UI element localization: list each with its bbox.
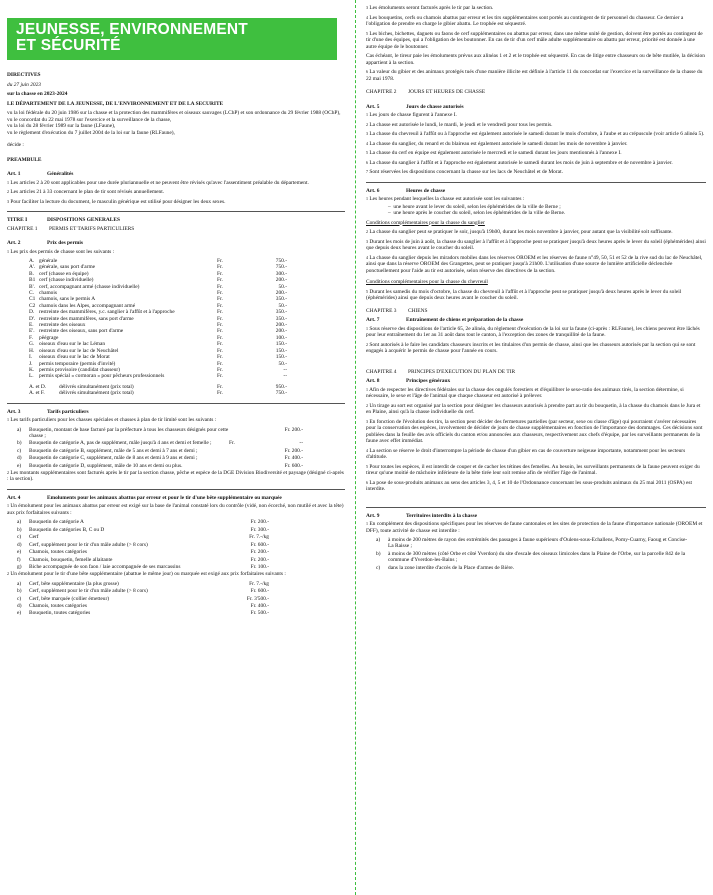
permit-price: 750.-	[275, 390, 287, 397]
vu-line: vu le concordat du 22 mai 1978 sur l'exercice et la surveillance de la chasse,	[7, 116, 172, 123]
item-amount: --	[299, 440, 303, 447]
permit-description: restreinte des mammifères, sans port d'arme	[39, 315, 134, 322]
currency: Fr.	[217, 383, 223, 390]
permit-code: L.	[29, 373, 34, 380]
item-amount: Fr. 300.-	[250, 526, 269, 533]
permit-code: D.	[29, 309, 35, 316]
chapter-heading: CHAPITRE 3 CHIENS	[366, 307, 428, 314]
permit-description: cerf, accompagnant armé (chasse individuelle)	[39, 283, 140, 290]
directives-heading: DIRECTIVES	[7, 72, 41, 78]
forbidden-territory-list	[376, 537, 706, 571]
permit-code: A.	[29, 258, 35, 264]
permit-price: 750.-	[275, 264, 287, 271]
permit-description: permis spécial « cormoran » pour pêcheurs professionnels	[39, 373, 165, 380]
column-divider	[355, 0, 356, 895]
currency: Fr.	[217, 315, 223, 322]
list-item	[17, 603, 345, 609]
currency: Fr.	[217, 277, 223, 284]
item-letter: b)	[17, 588, 22, 595]
list-item	[17, 527, 345, 533]
item-letter: e)	[17, 549, 22, 556]
item-amount: Fr. 600.-	[250, 588, 269, 595]
permit-price: 200.-	[275, 328, 287, 335]
article-paragraph: $^2$ Les articles 21 à 33 concernant le plan de tir sont révisés annuellement.	[7, 189, 165, 195]
currency: Fr.	[229, 440, 235, 447]
currency: Fr.	[217, 347, 223, 354]
vu-line: vu le règlement d'exécution du 7 juillet 2004 de la loi sur la faune (RLFaune),	[7, 129, 175, 136]
left-column	[7, 72, 345, 618]
item-letter: b)	[376, 550, 381, 557]
permit-code: A. et D.	[29, 383, 47, 390]
article-paragraph: $^3$ Les émoluments seront facturés après le tir par la section.	[366, 5, 494, 11]
item-amount: Fr. 400.-	[284, 455, 303, 462]
list-item	[17, 440, 345, 446]
article-paragraph: $^6$ La pose de sous-produits animaux au sens des articles 3, 4, 5 et 10 de l'Ordonnance concernant les sous-produits animaux du 25 mai 2011 (OSPA) est interdite.	[366, 479, 692, 492]
chapter-heading: CHAPITRE 2 JOURS ET HEURES DE CHASSE	[366, 89, 486, 95]
item-description: Cerf, supplément pour le tir d'un mâle adulte (> 8 cors)	[29, 541, 148, 548]
article-paragraph: $^1$ Afin de respecter les directives fédérales sur la chasse des ongulés forestiers et d'équilibrer le sexe-ratio des animaux tirés, la section détermine, si nécessaire, le sexe et l'âge de l'animal que chaque chasseur est autorisé à prélever.	[366, 386, 684, 399]
item-amount: Fr. 100.-	[250, 563, 269, 570]
permit-description: délivrés simultanément (prix total)	[59, 390, 134, 397]
currency: Fr.	[217, 309, 223, 316]
article-paragraph: $^4$ La chasse du sanglier, du renard et du blaireau est également autorisée le samedi durant les mois de novembre à janvier.	[366, 140, 628, 147]
permit-code: E'.	[29, 328, 35, 335]
item-description: Bouquetin de catégorie C, supplément, mâle de 8 ans et demi à 9 ans et demi ;	[29, 455, 198, 462]
article-paragraph: $^3$ Pour faciliter la lecture du document, le masculin générique est utilisé pour désigner les deux sexes.	[7, 198, 226, 205]
directives-date: du 27 juin 2023	[7, 81, 41, 88]
permit-price: 200.-	[275, 277, 287, 284]
permit-code: B'.	[29, 283, 35, 290]
permit-price: 200.-	[275, 290, 287, 297]
list-item	[17, 557, 345, 563]
article-paragraph: $^1$ Les heures pendant lesquelles la chasse est autorisée sont les suivantes :	[366, 196, 525, 202]
item-letter: c)	[376, 564, 381, 571]
item-description: Biche accompagnée de son faon / laie accompagnée de ses marcassins	[29, 563, 181, 570]
permit-price: 150.-	[275, 341, 287, 348]
directives-subject: sur la chasse en 2023-2024	[7, 91, 68, 97]
item-description: Bouquetin de catégorie B, supplément, mâle de 5 ans et demi à 7 ans et demi ;	[29, 447, 198, 454]
article-paragraph: $^4$ La chasse du sanglier depuis les miradors mobiles dans les réserves OROEM et les réserves de faune n°49, 50, 51 et 52 de la rive sud du lac de Neuchâtel, ainsi que dans la réserve OROEM des Grangettes, peut se pratiquer jusqu'à 21h00. L'utilisation d'une source de lumière artificielle déclenchée ponctuellement pour l'aide au tir est autorisée, selon réserve des directives de la section.	[366, 254, 703, 274]
permit-code: C2	[29, 302, 36, 309]
item-description: Bouquetin de catégorie A, pas de supplément, mâle jusqu'à 4 ans et demi et femelle ;	[29, 440, 212, 447]
permit-code: A. et F.	[29, 390, 45, 397]
decide-text: décide :	[7, 142, 24, 148]
item-letter: d)	[17, 455, 22, 462]
permit-description: chamois dans les Alpes, accompagnant armé	[39, 302, 136, 309]
vu-line: vu la loi du 28 février 1989 sur la faune (LFaune),	[7, 123, 116, 129]
article-heading: Art. 7 Entraînement de chiens et préparation de la chasse	[366, 317, 524, 323]
permit-description: pêégrage	[39, 334, 59, 341]
permit-description: cerf (chasse en équipe)	[39, 270, 89, 277]
list-item	[17, 596, 345, 602]
item-letter: g)	[17, 563, 22, 570]
article-heading: Art. 9 Territoires interdits à la chasse	[366, 512, 477, 519]
item-letter: a)	[17, 519, 22, 526]
currency: Fr.	[217, 258, 223, 264]
list-item	[17, 542, 345, 548]
currency: Fr.	[217, 328, 223, 335]
permit-price: --	[283, 373, 287, 380]
emolument-list-2	[17, 581, 345, 617]
article-paragraph: $^2$ La chasse du sanglier peut se pratiquer le soir, jusqu'à 19h00, durant les mois novembre à janvier, pour autant que la visibilité soit suffisante.	[366, 229, 673, 235]
section-rule	[7, 489, 345, 490]
currency: Fr.	[217, 322, 223, 329]
article-paragraph: $^2$ La chasse est autorisée le lundi, le mardi, le jeudi et le vendredi pour tous les permis.	[366, 121, 553, 128]
list-item	[17, 581, 345, 587]
list-item	[17, 448, 345, 454]
item-letter: f)	[17, 556, 21, 563]
section-banner	[7, 18, 337, 60]
permit-code: K.	[29, 366, 35, 373]
list-item	[17, 427, 345, 440]
permit-description: chamois	[39, 290, 57, 297]
item-amount: Fr. 7.-/kg	[249, 580, 269, 587]
permit-description: oiseaux d'eau sur le lac de Neuchâtel	[39, 347, 119, 354]
chapter-heading: CHAPITRE 1 PERMIS ET TARIFS PARTICULIERS	[7, 225, 135, 232]
permit-description: chamois, sans le permis A	[39, 296, 96, 303]
permit-price: 950.-	[275, 383, 287, 390]
item-description: Cerf, bête marquée (collier émetteur)	[29, 595, 110, 602]
item-letter: b)	[17, 526, 22, 533]
item-amount: Fr. 200.-	[250, 519, 269, 526]
banner-line-2: ET SÉCURITÉ	[16, 37, 121, 54]
article-paragraph: $^2$ Un émolument pour le tir d'une bête supplémentaire (abattue le même jour) ou marquée est exigé aux prix forfaitaires suivants :	[7, 571, 286, 578]
permit-code: C1	[29, 296, 36, 303]
permit-price: 150.-	[275, 347, 287, 354]
item-description: Chamois, bouquetin, femelle allaitante	[29, 556, 113, 563]
article-paragraph: $^4$ Les bouquetins, cerfs ou chamois abattus par erreur et les tirs supplémentaires sont portés au contingent de tir personnel du chasseur. Ce dernier a l'obligation de prendre en charge le gibier abattu. Le trophée est séquestré.	[366, 14, 684, 27]
permit-price: --	[283, 366, 287, 373]
item-amount: Fr. 200.-	[250, 549, 269, 556]
permit-description: restreinte des oiseaux, sans port d'arme	[39, 328, 124, 335]
permit-code: H.	[29, 347, 35, 354]
article-paragraph: $^1$ Les articles 2 à 20 sont applicables pour une durée pluriannuelle et ne peuvent être révisés qu'avec l'assentiment préalable du département.	[7, 179, 309, 186]
article-paragraph: $^2$ Les montants supplémentaires sont facturés après le tir par la section chasse, pêche et espèce de la DGE Division Biodiversité et paysage (désigné ci-après : la section).	[7, 469, 344, 483]
permit-price: 100.-	[275, 334, 287, 341]
permit-price: 350.-	[275, 296, 287, 303]
currency: Fr.	[217, 360, 223, 367]
currency: Fr.	[217, 264, 223, 271]
list-item	[376, 565, 706, 571]
article-heading: Art. 4 Emoluments pour les animaux abattus par erreur et pour le tir d'une bête supplémentaire ou marquée	[7, 494, 282, 501]
chapter-heading: CHAPITRE 4 PRINCIPES D'EXECUTION DU PLAN DE TIR	[366, 368, 516, 375]
tariff-list	[17, 427, 345, 469]
item-letter: c)	[17, 595, 22, 602]
article-paragraph: $^4$ La section se réserve le droit d'interrompre la période de chasse d'un gibier en cas de couverture neigeuse importante, notamment pour les secteurs d'altitude.	[366, 447, 686, 460]
section-rule	[366, 182, 706, 183]
emolument-list	[17, 519, 345, 570]
permit-description: restreinte des oiseaux	[39, 322, 86, 329]
article-paragraph: $^3$ La chasse du chevreuil à l'affût ou à l'approche est également autorisée le samedi durant le mois d'octobre, à l'aube et au crépuscule (voir article 6 alinéa 5).	[366, 131, 705, 137]
item-letter: e)	[17, 610, 22, 617]
currency	[229, 455, 263, 461]
list-item	[17, 534, 345, 540]
item-description: Bouquetin, montant de base facturé par la préfecture à tous les chasseurs désignés pour cette chasse ;	[29, 426, 229, 439]
list-item	[17, 610, 345, 616]
currency: Fr.	[217, 390, 223, 397]
permit-price: 50.-	[278, 302, 287, 309]
item-letter: b)	[17, 440, 22, 447]
item-amount: Fr. 600.-	[250, 541, 269, 548]
permit-price: 350.-	[275, 315, 287, 322]
item-description: à moins de 200 mètres de rayon des extrémités des passages à faune supérieurs d'Oulens-sous-Echallens, Pomy-Cuarny, Faoug et Concise-La Raisse ;	[388, 537, 688, 550]
permit-code: G.	[29, 341, 35, 348]
permit-description: permis provisoire (candidat chasseur)	[39, 366, 120, 373]
permit-code: D'.	[29, 315, 36, 322]
list-item	[17, 455, 345, 461]
dash-item: – une heure après le coucher du soleil, selon les éphémérides de la ville de Berne.	[388, 210, 566, 216]
currency: Fr.	[217, 373, 223, 380]
item-letter: e)	[17, 462, 22, 469]
article-paragraph: $^2$ Sont autorisés à le faire les candidats chasseurs inscrits et les titulaires d'un permis de chasse, ainsi que les chasseurs autorisés par la section qui se sont engagés à acquérir le permis de chasse pour l'année en cours.	[366, 341, 696, 354]
currency: Fr.	[217, 290, 223, 297]
article-paragraph: $^1$ Un émolument pour les animaux abattus par erreur est exigé sur la base de l'animal constaté lors du contrôle (vidé, non écorché, non mutilé et avec la tête) aux prix forfaitaires suivants :	[7, 503, 344, 516]
item-amount: Fr. 400.-	[250, 603, 269, 610]
permit-description: générale, sans port d'arme	[39, 264, 96, 271]
currency: Fr.	[217, 334, 223, 341]
subsection-heading: Conditions complémentaires pour la chasse du sanglier	[366, 219, 485, 226]
item-description: Bouquetin, toutes catégories	[29, 610, 91, 617]
article-paragraph: $^1$ Les prix des permis de chasse sont les suivants :	[7, 248, 115, 255]
item-description: Cerf	[29, 534, 39, 541]
article-paragraph: $^5$ Les biches, bichettes, daguets ou faons de cerf supplémentaires ou abattus par erreur, dans une même unité de gestion, doivent être portés au contingent de tir d'une des équipes, qui a l'obligation de les boutonner. En cas de tir d'un cerf mâle adulte supplémentaire ou abattu par erreur, priorité est donnée à une autre équipe de le boutonner.	[366, 30, 703, 50]
permit-description: restreinte des mammifères, y.c. sanglier à l'affût et à l'approche	[39, 309, 175, 316]
article-paragraph: $^5$ Durant les samedis du mois d'octobre, la chasse du chevreuil à l'affût et à l'approche peut se pratiquer jusqu'à deux heures après le lever du soleil (éphémérides) ainsi que depuis deux heures avant le coucher du soleil.	[366, 288, 682, 301]
permit-code: F.	[29, 334, 33, 341]
subsection-heading: Conditions complémentaires pour la chasse du chevreuil	[366, 279, 488, 285]
right-column	[366, 5, 706, 572]
permit-code: C.	[29, 290, 34, 297]
permit-description: cerf (chasse individuelle)	[39, 277, 94, 284]
item-description: Bouquetin de catégorie A	[29, 519, 84, 526]
list-item	[17, 564, 345, 570]
article-heading: Art. 2 Prix des permis	[7, 240, 83, 246]
currency: Fr.	[217, 302, 223, 309]
article-paragraph: $^5$ La chasse du cerf en équipe est également autorisée le mercredi et le samedi durant les jours mentionnés à l'annexe I.	[366, 150, 622, 156]
permit-code: A'.	[29, 264, 36, 271]
item-amount: Fr. 500.-	[250, 610, 269, 617]
section-rule	[7, 211, 345, 212]
currency: Fr.	[217, 354, 223, 361]
article-paragraph: $^5$ Pour toutes les espèces, il est interdit de couper et de cacher les tétines des femelles. Au besoin, les surveillants permanents de la faune peuvent exiger du tireur qu'une moitié de mâchoire inférieure de la bête tirée leur soit remise afin de vérifier l'âge de l'animal.	[366, 463, 700, 476]
article-paragraph: $^1$ Les tarifs particuliers pour les chasses spéciales et chasses à plan de tir limité sont les suivants :	[7, 417, 217, 424]
currency	[229, 448, 263, 454]
item-amount: Fr. 7.-/kg	[249, 534, 269, 541]
article-heading: Art. 8 Principes généraux	[366, 378, 451, 384]
item-description: Cerf, bête supplémentaire (la plus grosse)	[29, 580, 119, 587]
currency: Fr.	[217, 341, 223, 348]
article-paragraph: $^3$ Durant les mois de juin à août, la chasse du sanglier à l'affût et à l'approche peut se pratiquer jusqu'à deux heures après le lever du soleil (éphémérides) ainsi que depuis deux heures avant le coucher du soleil.	[366, 238, 706, 251]
article-paragraph: $^6$ La chasse du sanglier à l'affût et à l'approche est également autorisée le samedi durant les mois de juin à septembre et de novembre à janvier.	[366, 159, 673, 166]
article-paragraph: $^3$ En fonction de l'évolution des tirs, la section peut décider des fermetures partielles (par secteur, sexe ou classe d'âge) qui pourraient s'avérer nécessaires pour la conservation des espèces, involvement de décider de jours de chasse supplémentaires en fonction de l'importance des dommages. Ces décisions sont publiées dans la feuille des avis officiels du canton et/ou annoncées aux chasseurs, respectivement aux chefs d'équipe, par les surveillants permanents de la faune avec effet immédiat.	[366, 418, 703, 444]
item-amount: Fr. 200.-	[284, 447, 303, 454]
permit-price: 300.-	[275, 270, 287, 277]
item-description: Cerf, supplément pour le tir d'un mâle adulte (> 8 cors)	[29, 588, 148, 595]
item-description: dans la zone interdite d'accès de la Place d'armes de Bière.	[388, 564, 515, 571]
section-rule	[366, 507, 706, 508]
permit-description: générale	[39, 258, 58, 264]
item-amount: Fr. 200.-	[250, 556, 269, 563]
item-letter: c)	[17, 534, 22, 541]
banner-line-1: JEUNESSE, ENVIRONNEMENT	[16, 21, 248, 38]
currency: Fr.	[217, 296, 223, 303]
article-heading: Art. 5 Jours de chasse autorisés	[366, 103, 464, 110]
list-item	[376, 537, 706, 550]
article-heading: Art. 6 Heures de chasse	[366, 187, 446, 194]
permit-price: 750.-	[275, 258, 287, 264]
article-paragraph: Cas échéant, le tireur paie les émoluments prévus aux alinéas 1 et 2 et le trophée est séquestré. En cas de litige entre chasseurs ou de bête mutilée, la décision appartient à la section.	[366, 53, 705, 66]
item-letter: a)	[376, 537, 381, 543]
list-item	[376, 551, 706, 564]
currency: Fr.	[217, 366, 223, 373]
permit-description: permis temporaire (permis d'invité)	[39, 360, 116, 367]
permit-description: oiseaux d'eau sur le lac de Morat	[39, 354, 110, 361]
permit-code: B.	[29, 270, 34, 277]
table-row	[29, 390, 345, 396]
item-description: Bouquetin de catégories B, C ou D	[29, 526, 105, 533]
item-amount: Fr. 3'500.-	[246, 595, 269, 602]
item-description: à moins de 300 mètres (côté Orbe et côté Yverdon) du site d'escale des oiseaux limicoles dans la Plaine de l'Orbe, sur la parcelle 842 de la commune d'Yverdon-les-Bains ;	[388, 550, 686, 564]
list-item	[17, 463, 345, 469]
permit-description: oiseaux d'eau sur le lac Léman	[39, 341, 106, 348]
item-description: Bouquetin de catégorie D, supplément, mâle de 10 ans et demi ou plus.	[29, 462, 183, 469]
section-rule	[7, 403, 345, 404]
currency	[229, 427, 263, 440]
article-heading: Art. 1 Généralités	[7, 171, 74, 177]
item-letter: d)	[17, 541, 22, 548]
dash-item: – une heure avant le lever du soleil, selon les éphémérides de la ville de Berne ;	[388, 203, 561, 210]
article-paragraph: $^6$ La valeur du gibier et des animaux protégés tués d'une manière illicite est définie à l'article 11 du concordat sur l'exercice et la surveillance de la chasse du 22 mai 1978.	[366, 69, 703, 82]
item-description: Chamois, toutes catégories	[29, 603, 87, 610]
item-amount: Fr. 200.-	[284, 426, 303, 433]
currency: Fr.	[217, 283, 223, 290]
item-letter: a)	[17, 426, 22, 433]
permit-code: J.	[29, 360, 33, 367]
permit-price: 350.-	[275, 309, 287, 316]
preamble-heading: PREAMBULE	[7, 156, 42, 163]
article-paragraph: $^1$ Les jours de chasse figurent à l'annexe I.	[366, 112, 457, 118]
list-item	[17, 519, 345, 525]
article-paragraph: $^1$ En complément des dispositions spécifiques pour les réserves de faune cantonales et les sites de protection de la faune d'importance nationale (OROEM et DFF), toute activité de chasse est interdite :	[366, 521, 703, 534]
item-description: Chamois, toutes catégories	[29, 549, 87, 556]
vu-line: vu la loi fédérale du 20 juin 1986 sur la chasse et la protection des mammifères et oiseaux sauvages (LChP) et son ordonnance du 29 février 1988 (OChP),	[7, 110, 341, 116]
list-item	[17, 549, 345, 555]
permit-price: 200.-	[275, 322, 287, 329]
currency: Fr.	[217, 270, 223, 277]
item-amount: Fr. 600.-	[284, 462, 303, 469]
list-item	[17, 588, 345, 594]
permit-price: 50.-	[278, 360, 287, 367]
item-letter: d)	[17, 603, 22, 610]
permit-price: 150.-	[275, 354, 287, 361]
permit-description: délivrés simultanément (prix total)	[59, 383, 134, 390]
article-heading: Art. 3 Tarifs particuliers	[7, 408, 89, 415]
permit-code: I.	[29, 354, 33, 361]
permit-price: 50.-	[278, 283, 287, 290]
item-letter: c)	[17, 447, 22, 454]
item-letter: a)	[17, 580, 22, 587]
article-paragraph: $^1$ Sous réserve des dispositions de l'article 65, 2e alinéa, du règlement d'exécution de la loi sur la faune (ci-après : RLFaune), les chiens peuvent être lâchés pour leur entraînement du 1er au 31 août dans tout le canton, à l'exception des zones de tranquillité de la faune.	[366, 325, 700, 338]
permit-price-table	[29, 258, 345, 397]
permit-code: B1	[29, 277, 36, 284]
department-name: LE DÉPARTEMENT DE LA JEUNESSE, DE L'ENVIRONNEMENT ET DE LA SECURITE	[7, 100, 224, 107]
permit-code: E.	[29, 322, 34, 329]
title-heading: TITRE I DISPOSITIONS GENERALES	[7, 217, 120, 223]
currency	[229, 463, 263, 469]
article-paragraph: $^2$ Un tirage au sort est organisé par la section pour désigner les chasseurs autorisés à prendre part au tir du bouquetin, à la chasse du chamois dans le Jura et en Plaine, ainsi qu'à la chasse individuelle du cerf.	[366, 402, 701, 415]
article-paragraph: $^7$ Sont réservées les dispositions concernant la chasse sur les lacs de Neuchâtel et de Morat.	[366, 169, 563, 175]
